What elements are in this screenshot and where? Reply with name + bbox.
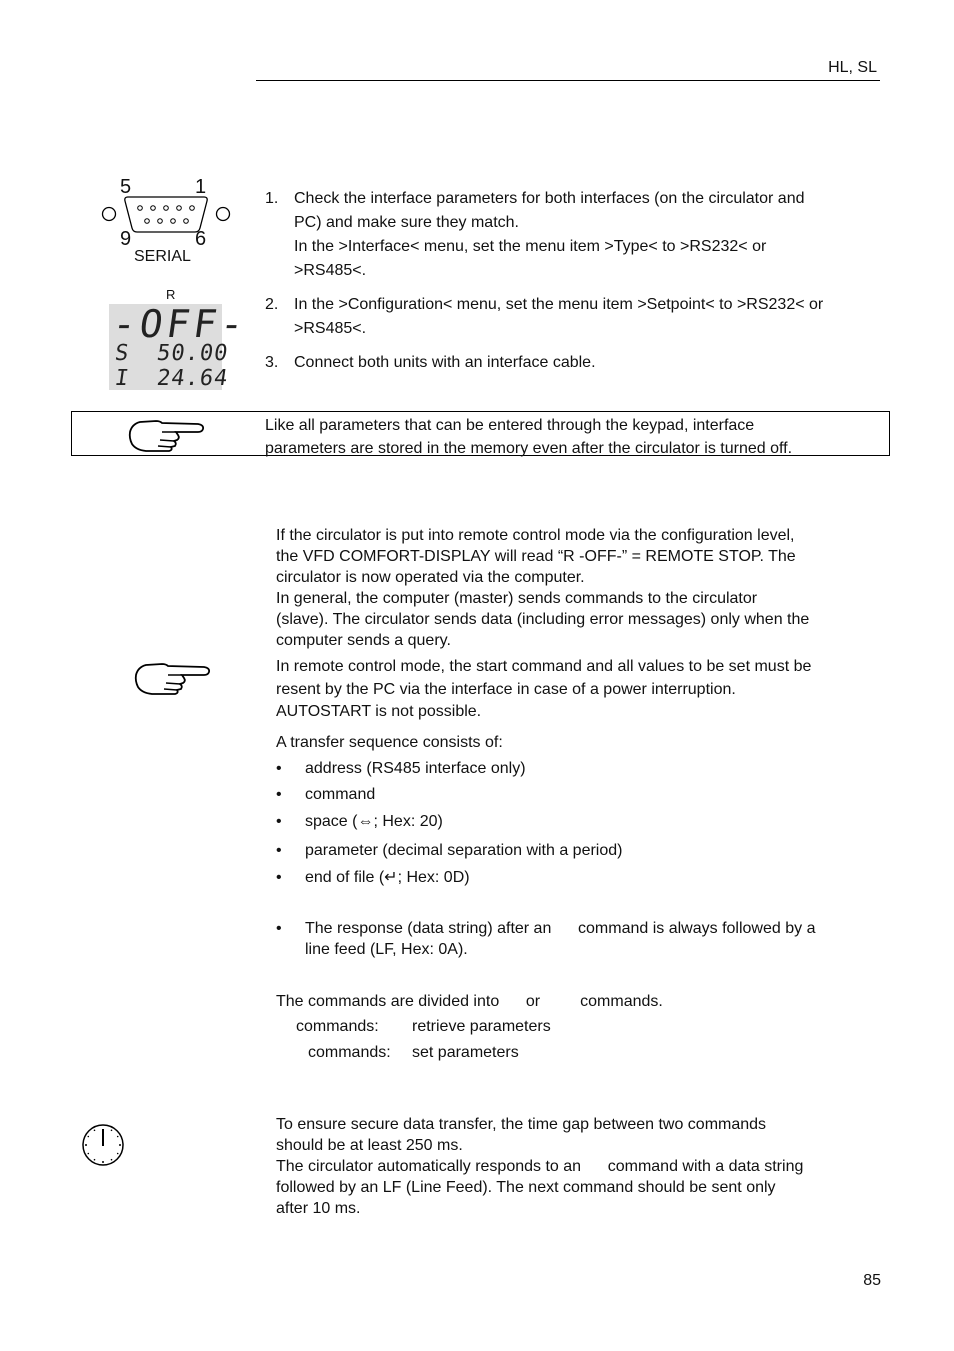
- page-number: 85: [863, 1272, 881, 1289]
- timing-paragraph: [276, 1114, 803, 1219]
- step-text: >RS485<.: [294, 320, 367, 337]
- pin-label-9: 9: [120, 228, 132, 250]
- pin-label-5: 5: [120, 176, 132, 198]
- out-commands-label: commands:: [308, 1044, 391, 1061]
- bullet: •: [276, 869, 282, 886]
- list-item-text: line feed (LF, Hex: 0A).: [305, 941, 468, 958]
- list-item: [276, 811, 443, 832]
- text-line: If the circulator is put into remote control mode via the configuration level,: [276, 527, 795, 544]
- step-number: 1.: [265, 190, 279, 207]
- in-commands-label: commands:: [296, 1018, 379, 1035]
- remote-indicator: R: [166, 287, 176, 302]
- sequence-intro: A transfer sequence consists of:: [276, 734, 503, 751]
- step-text: Check the interface parameters for both interfaces (on the circulator and: [294, 190, 805, 207]
- commands-divided-text: The commands are divided into or commands.: [276, 993, 663, 1010]
- note-line: parameters are stored in the memory even after the circulator is turned off.: [265, 440, 793, 457]
- step-number: 3.: [265, 354, 279, 371]
- step-text: In the >Configuration< menu, set the menu item >Setpoint< to >RS232< or: [294, 296, 824, 313]
- step-text: >RS485<.: [294, 262, 367, 279]
- serial-label: SERIAL: [134, 248, 191, 265]
- text-line: The circulator automatically responds to an command with a data string: [276, 1158, 804, 1175]
- pin-label-6: 6: [195, 228, 207, 250]
- list-item: [276, 840, 622, 861]
- step-2: [265, 293, 885, 341]
- text-line: computer sends a query.: [276, 632, 451, 649]
- bullet: •: [276, 813, 282, 830]
- list-item-text: The response (data string) after an command is always followed by a: [305, 920, 816, 937]
- bullet: •: [276, 786, 282, 803]
- text-line: In remote control mode, the start command and all values to be set must be: [276, 658, 812, 675]
- header-rule: [256, 80, 880, 81]
- remote-paragraph-2: [276, 656, 811, 724]
- list-item: [276, 918, 815, 960]
- header-title: HL, SL: [828, 59, 877, 76]
- text-line: circulator is now operated via the computer.: [276, 569, 585, 586]
- text-line: the VFD COMFORT-DISPLAY will read “R -OFF-” = REMOTE STOP. The: [276, 548, 796, 565]
- bullet: •: [276, 920, 282, 937]
- list-item-text: space (⇔; Hex: 20): [305, 813, 443, 830]
- lcd-setpoint-value: 50.00: [155, 341, 230, 366]
- list-item-text: end of file (↵; Hex: 0D): [305, 869, 470, 886]
- in-commands-desc: retrieve parameters: [412, 1018, 551, 1035]
- pointing-hand-icon: [126, 416, 206, 459]
- text-line: resent by the PC via the interface in case of a power interruption.: [276, 680, 736, 698]
- step-1: [265, 187, 885, 283]
- note-text: [265, 414, 792, 460]
- text-line: To ensure secure data transfer, the time gap between two commands: [276, 1116, 767, 1133]
- list-item-text: command: [305, 786, 376, 803]
- step-text: In the >Interface< menu, set the menu item >Type< to >RS232< or: [294, 238, 767, 255]
- step-text: PC) and make sure they match.: [294, 214, 519, 231]
- step-text: Connect both units with an interface cable.: [294, 354, 596, 371]
- pin-label-1: 1: [195, 176, 207, 198]
- lcd-main-text: -OFF-: [109, 302, 251, 346]
- remote-paragraph-1: [276, 525, 809, 651]
- step-3: [265, 351, 885, 375]
- text-line: followed by an LF (Line Feed). The next command should be sent only: [276, 1179, 776, 1196]
- list-item: [276, 867, 470, 888]
- text-line: In general, the computer (master) sends commands to the circulator: [276, 590, 758, 607]
- out-commands-desc: set parameters: [412, 1044, 519, 1061]
- list-item-text: parameter (decimal separation with a period): [305, 842, 623, 859]
- clock-icon: [80, 1122, 126, 1173]
- text-line: (slave). The circulator sends data (including error messages) only when the: [276, 611, 810, 628]
- lcd-actual-label: I: [113, 366, 132, 391]
- list-item: [276, 784, 375, 805]
- text-line: should be at least 250 ms.: [276, 1137, 463, 1154]
- note-line: Like all parameters that can be entered through the keypad, interface: [265, 417, 755, 434]
- lcd-setpoint-label: S: [113, 341, 132, 366]
- step-number: 2.: [265, 296, 279, 313]
- list-item: [276, 758, 526, 779]
- pointing-hand-icon: [132, 659, 212, 702]
- lcd-actual-value: 24.64: [155, 366, 230, 391]
- bullet: •: [276, 760, 282, 777]
- text-line: after 10 ms.: [276, 1200, 361, 1217]
- text-line: AUTOSTART is not possible.: [276, 703, 482, 720]
- list-item-text: address (RS485 interface only): [305, 760, 526, 777]
- bullet: •: [276, 842, 282, 859]
